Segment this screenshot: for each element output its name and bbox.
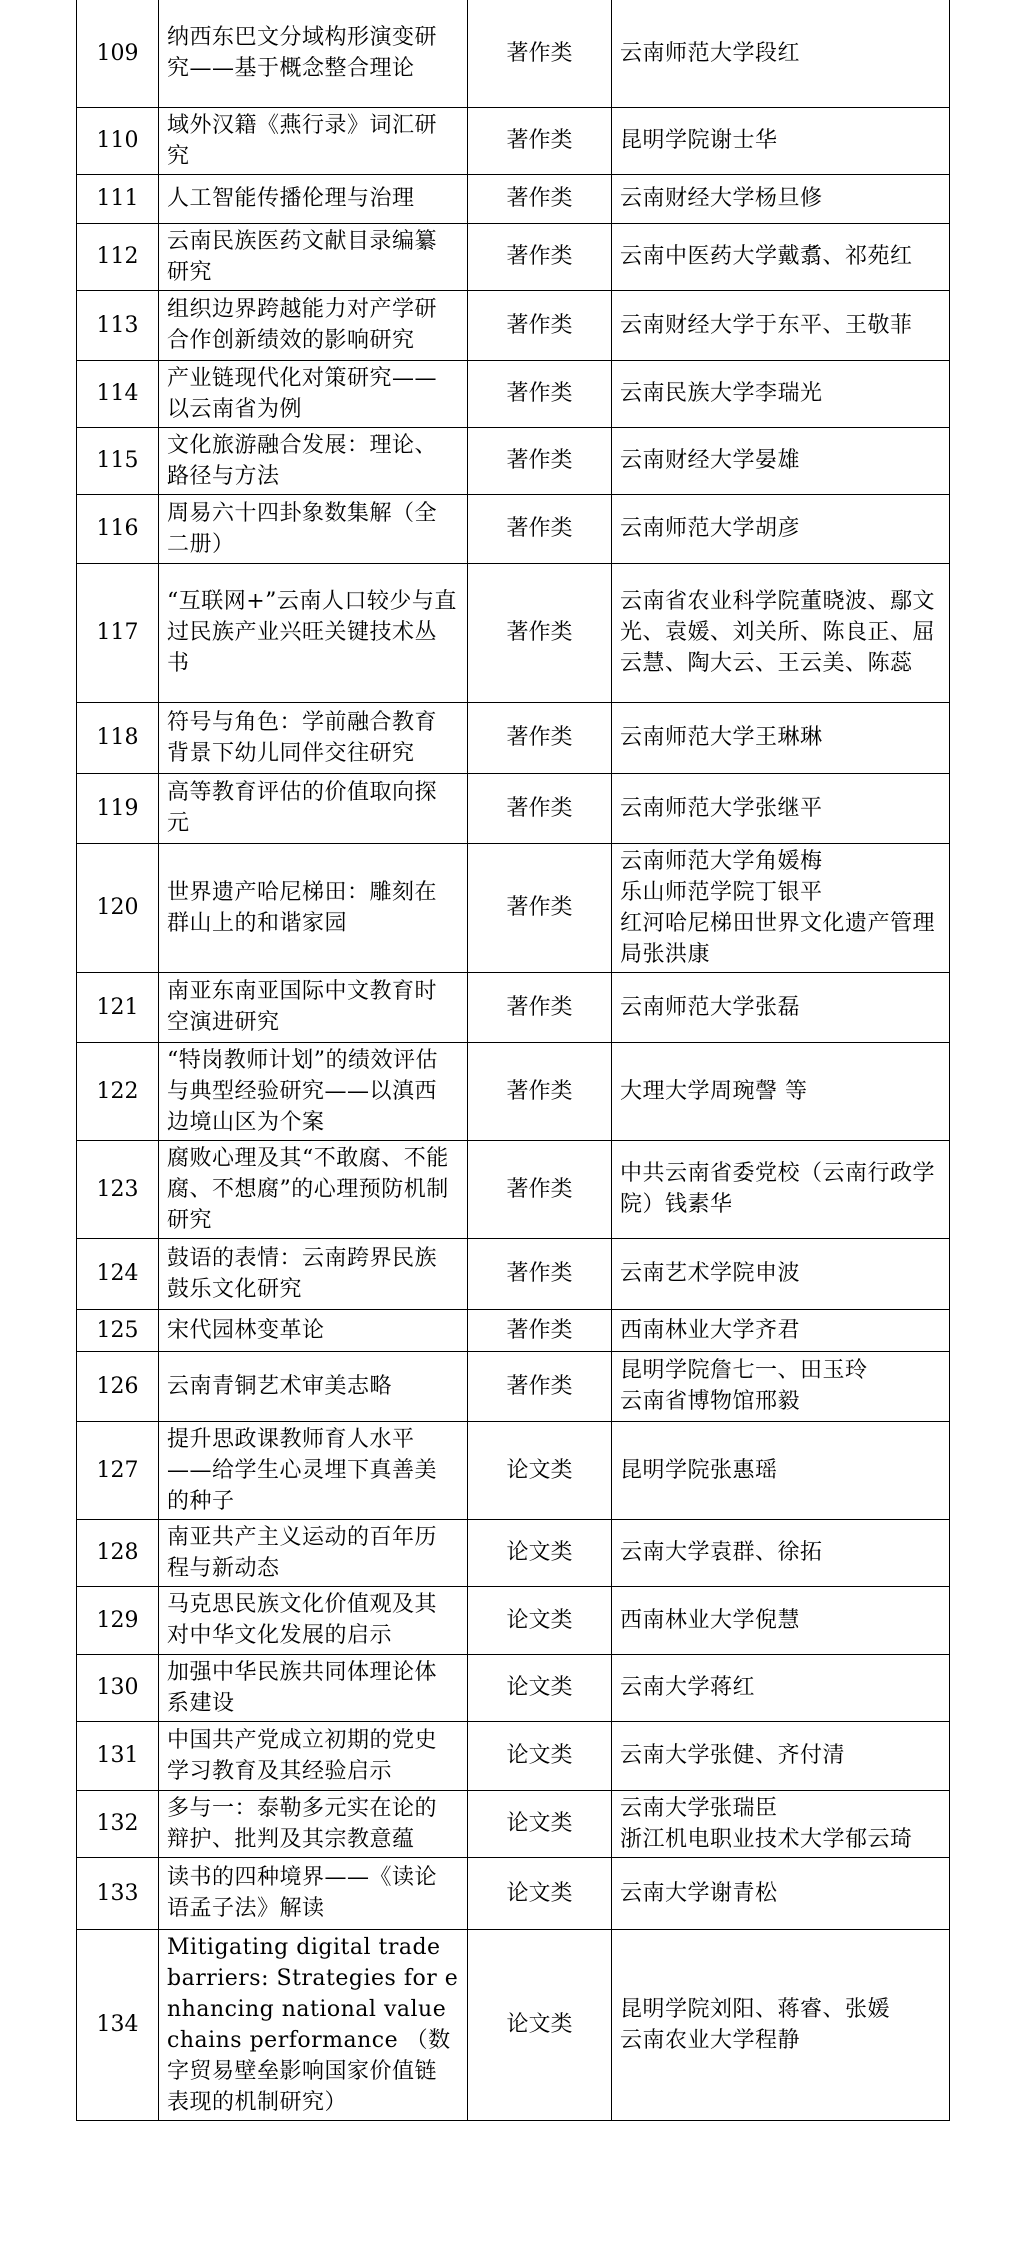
awards-table [76, 0, 950, 2121]
author-line: 云南财经大学杨旦修 [620, 186, 823, 211]
author-cell [612, 1238, 950, 1309]
achievement-type: 论文类 [468, 1586, 612, 1654]
table-row [77, 1238, 950, 1309]
table-row [77, 1721, 950, 1790]
awards-table-body [77, 0, 950, 2120]
achievement-type: 论文类 [468, 1857, 612, 1929]
author-cell [612, 1519, 950, 1586]
achievement-type: 论文类 [468, 1654, 612, 1721]
row-number: 110 [77, 107, 159, 174]
author-line: 云南财经大学晏雄 [620, 448, 801, 473]
achievement-type: 论文类 [468, 1421, 612, 1519]
row-number: 133 [77, 1857, 159, 1929]
author-line: 云南艺术学院申波 [620, 1261, 801, 1286]
table-row [77, 1586, 950, 1654]
row-number: 115 [77, 427, 159, 494]
author-line: 云南大学张健、齐付清 [620, 1743, 846, 1768]
author-line: 云南省博物馆邢毅 [620, 1389, 801, 1414]
author-line: 云南民族大学李瑞光 [620, 381, 823, 406]
author-cell [612, 360, 950, 427]
achievement-type: 著作类 [468, 972, 612, 1042]
achievement-title: 腐败心理及其“不敢腐、不能腐、不想腐”的心理预防机制研究 [159, 1140, 468, 1238]
table-row [77, 1140, 950, 1238]
table-row [77, 494, 950, 563]
author-cell [612, 773, 950, 843]
row-number: 127 [77, 1421, 159, 1519]
table-row [77, 174, 950, 223]
row-number: 124 [77, 1238, 159, 1309]
author-line: 云南中医药大学戴翥、祁苑红 [620, 244, 913, 269]
author-line: 西南林业大学齐君 [620, 1317, 801, 1343]
row-number: 128 [77, 1519, 159, 1586]
author-line: 红河哈尼梯田世界文化遗产管理局张洪康 [620, 910, 936, 967]
table-row [77, 702, 950, 773]
achievement-title: 人工智能传播伦理与治理 [159, 174, 468, 223]
row-number: 118 [77, 702, 159, 773]
achievement-type: 著作类 [468, 223, 612, 290]
author-cell [612, 174, 950, 223]
author-line: 云南大学袁群、徐拓 [620, 1540, 823, 1565]
author-line: 大理大学周琬謦 等 [620, 1078, 808, 1104]
row-number: 112 [77, 223, 159, 290]
author-line: 西南林业大学倪慧 [620, 1607, 801, 1633]
table-row [77, 223, 950, 290]
author-cell [612, 1042, 950, 1140]
author-line: 云南财经大学于东平、王敬菲 [620, 312, 913, 338]
author-cell [612, 1140, 950, 1238]
author-line: 云南师范大学王琳琳 [620, 725, 823, 750]
author-cell [612, 1721, 950, 1790]
achievement-type: 著作类 [468, 773, 612, 843]
table-row [77, 1309, 950, 1351]
row-number: 126 [77, 1351, 159, 1421]
row-number: 117 [77, 563, 159, 702]
table-row [77, 1351, 950, 1421]
table-row [77, 1042, 950, 1140]
achievement-type: 著作类 [468, 174, 612, 223]
author-cell [612, 1351, 950, 1421]
achievement-title: 宋代园林变革论 [159, 1309, 468, 1351]
row-number: 129 [77, 1586, 159, 1654]
author-cell [612, 0, 950, 107]
achievement-title: 云南民族医药文献目录编纂研究 [159, 223, 468, 290]
achievement-type: 著作类 [468, 0, 612, 107]
achievement-title: 云南青铜艺术审美志略 [159, 1351, 468, 1421]
achievement-type: 论文类 [468, 1790, 612, 1857]
achievement-type: 著作类 [468, 427, 612, 494]
author-cell [612, 1929, 950, 2120]
table-row [77, 843, 950, 972]
achievement-type: 著作类 [468, 290, 612, 360]
achievement-title: 域外汉籍《燕行录》词汇研究 [159, 107, 468, 174]
author-cell [612, 1654, 950, 1721]
achievement-title: 产业链现代化对策研究——以云南省为例 [159, 360, 468, 427]
achievement-title: 世界遗产哈尼梯田：雕刻在群山上的和谐家园 [159, 843, 468, 972]
table-row [77, 1519, 950, 1586]
table-row [77, 107, 950, 174]
author-cell [612, 843, 950, 972]
table-row [77, 290, 950, 360]
achievement-title: 组织边界跨越能力对产学研合作创新绩效的影响研究 [159, 290, 468, 360]
achievement-title: 符号与角色：学前融合教育背景下幼儿同伴交往研究 [159, 702, 468, 773]
row-number: 130 [77, 1654, 159, 1721]
author-line: 昆明学院刘阳、蒋睿、张媛 [620, 1996, 891, 2022]
achievement-title: 鼓语的表情：云南跨界民族鼓乐文化研究 [159, 1238, 468, 1309]
table-row [77, 773, 950, 843]
achievement-type: 著作类 [468, 1309, 612, 1351]
achievement-type: 著作类 [468, 1351, 612, 1421]
achievement-title: 文化旅游融合发展：理论、路径与方法 [159, 427, 468, 494]
achievement-type: 论文类 [468, 1929, 612, 2120]
author-cell [612, 494, 950, 563]
author-line: 云南师范大学张继平 [620, 795, 823, 821]
row-number: 114 [77, 360, 159, 427]
author-line: 昆明学院谢士华 [620, 128, 778, 153]
achievement-title: 高等教育评估的价值取向探元 [159, 773, 468, 843]
author-line: 昆明学院张惠瑶 [620, 1457, 778, 1483]
table-row [77, 1654, 950, 1721]
achievement-type: 著作类 [468, 494, 612, 563]
table-row [77, 563, 950, 702]
row-number: 123 [77, 1140, 159, 1238]
author-cell [612, 427, 950, 494]
row-number: 125 [77, 1309, 159, 1351]
author-cell [612, 107, 950, 174]
author-line: 云南师范大学胡彦 [620, 516, 801, 541]
author-line: 中共云南省委党校（云南行政学院）钱素华 [620, 1161, 936, 1217]
achievement-title: 南亚东南亚国际中文教育时空演进研究 [159, 972, 468, 1042]
achievement-title: 多与一：泰勒多元实在论的辩护、批判及其宗教意蕴 [159, 1790, 468, 1857]
achievement-type: 著作类 [468, 1140, 612, 1238]
achievement-title: 中国共产党成立初期的党史学习教育及其经验启示 [159, 1721, 468, 1790]
table-row [77, 1790, 950, 1857]
author-line: 云南农业大学程静 [620, 2027, 801, 2053]
row-number: 109 [77, 0, 159, 107]
achievement-title: 周易六十四卦象数集解（全二册） [159, 494, 468, 563]
table-row [77, 1929, 950, 2120]
achievement-type: 著作类 [468, 360, 612, 427]
row-number: 113 [77, 290, 159, 360]
row-number: 116 [77, 494, 159, 563]
achievement-title: 读书的四种境界——《读论语孟子法》解读 [159, 1857, 468, 1929]
achievement-type: 著作类 [468, 563, 612, 702]
author-line: 昆明学院詹七一、田玉玲 [620, 1358, 868, 1383]
table-row [77, 360, 950, 427]
author-line: 乐山师范学院丁银平 [620, 879, 823, 905]
author-cell [612, 223, 950, 290]
achievement-title: “特岗教师计划”的绩效评估与典型经验研究——以滇西边境山区为个案 [159, 1042, 468, 1140]
author-line: 浙江机电职业技术大学郁云琦 [620, 1826, 913, 1852]
author-cell [612, 563, 950, 702]
author-line: 云南大学谢青松 [620, 1880, 778, 1906]
achievement-type: 著作类 [468, 702, 612, 773]
achievement-title: 南亚共产主义运动的百年历程与新动态 [159, 1519, 468, 1586]
table-row [77, 1857, 950, 1929]
author-cell [612, 1309, 950, 1351]
author-cell [612, 972, 950, 1042]
table-row [77, 1421, 950, 1519]
achievement-title: 马克思民族文化价值观及其对中华文化发展的启示 [159, 1586, 468, 1654]
table-row [77, 972, 950, 1042]
achievement-title: 加强中华民族共同体理论体系建设 [159, 1654, 468, 1721]
row-number: 121 [77, 972, 159, 1042]
author-cell [612, 1586, 950, 1654]
row-number: 131 [77, 1721, 159, 1790]
achievement-title: 提升思政课教师育人水平——给学生心灵埋下真善美的种子 [159, 1421, 468, 1519]
achievement-type: 著作类 [468, 843, 612, 972]
achievement-type: 论文类 [468, 1519, 612, 1586]
author-line: 云南省农业科学院董晓波、鄢文光、袁媛、刘关所、陈良正、屈云慧、陶大云、王云美、陈蕊 [620, 589, 936, 676]
row-number: 120 [77, 843, 159, 972]
row-number: 132 [77, 1790, 159, 1857]
achievement-type: 著作类 [468, 107, 612, 174]
author-line: 云南师范大学角媛梅 [620, 848, 823, 874]
author-line: 云南师范大学张磊 [620, 994, 801, 1020]
author-cell [612, 1421, 950, 1519]
author-cell [612, 290, 950, 360]
table-row [77, 0, 950, 107]
row-number: 134 [77, 1929, 159, 2120]
table-row [77, 427, 950, 494]
author-cell [612, 702, 950, 773]
achievement-type: 论文类 [468, 1721, 612, 1790]
achievement-title: Mitigating digital trade barriers: Strategies for enhancing national value chains performance （数字贸易壁垒影响国家价值链表现的机制研究） [159, 1929, 468, 2120]
author-line: 云南大学蒋红 [620, 1675, 756, 1700]
author-cell [612, 1790, 950, 1857]
achievement-title: “互联网+”云南人口较少与直过民族产业兴旺关键技术丛书 [159, 563, 468, 702]
author-line: 云南大学张瑞臣 [620, 1795, 778, 1821]
achievement-type: 著作类 [468, 1238, 612, 1309]
author-line: 云南师范大学段红 [620, 40, 801, 66]
row-number: 111 [77, 174, 159, 223]
row-number: 119 [77, 773, 159, 843]
achievement-title: 纳西东巴文分域构形演变研究——基于概念整合理论 [159, 0, 468, 107]
achievement-type: 著作类 [468, 1042, 612, 1140]
author-cell [612, 1857, 950, 1929]
row-number: 122 [77, 1042, 159, 1140]
